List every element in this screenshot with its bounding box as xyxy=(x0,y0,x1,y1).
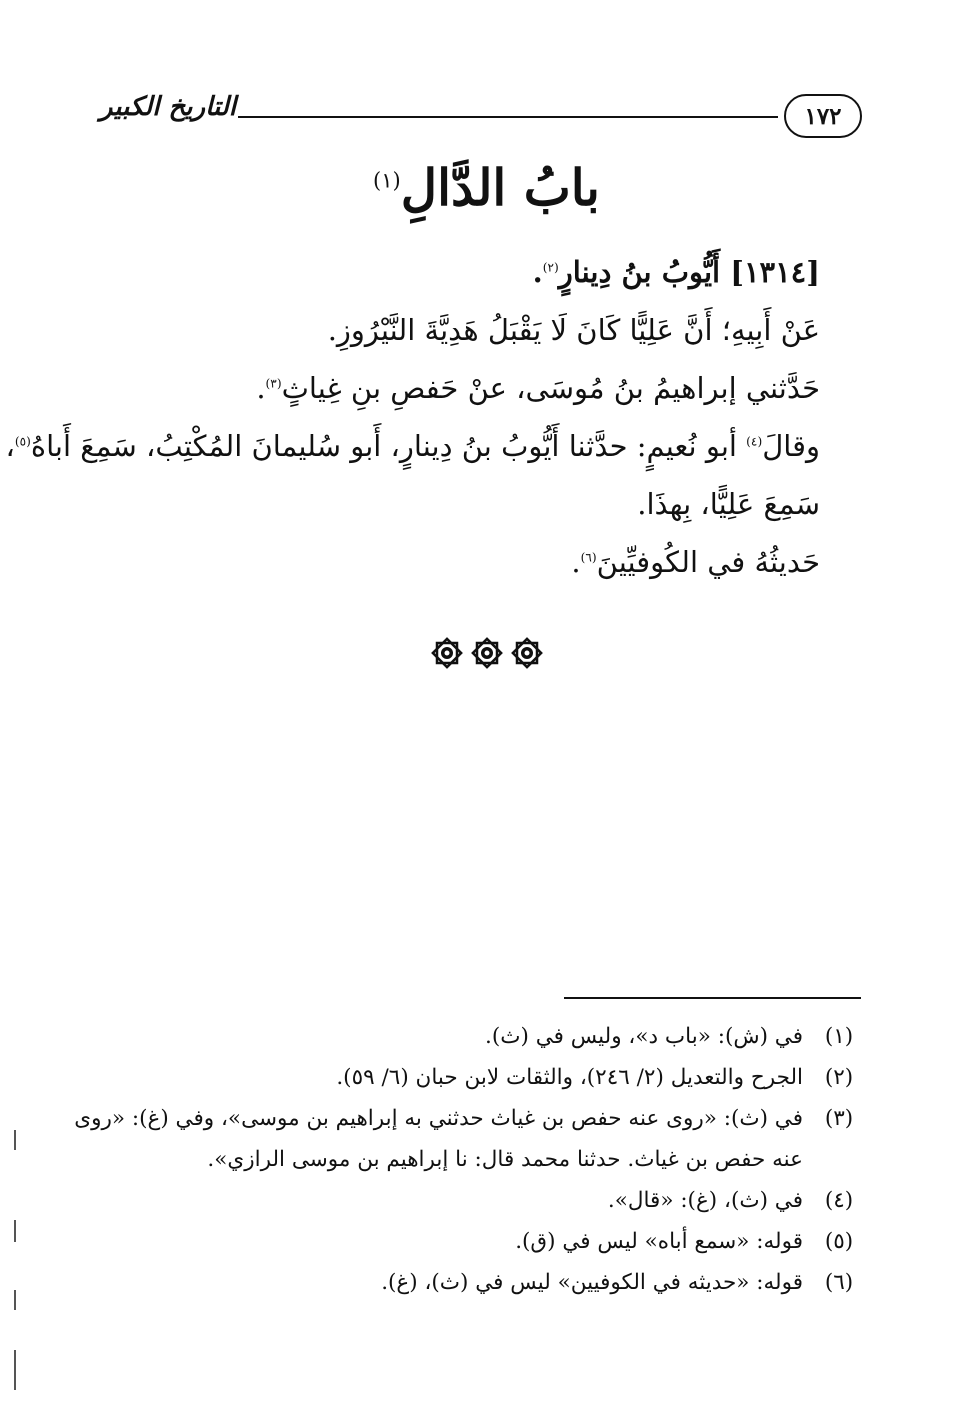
entry-name-end: . xyxy=(532,255,543,289)
footnote-number: (١) xyxy=(824,1024,854,1049)
footnote-number: (٦) xyxy=(824,1270,854,1295)
footnote xyxy=(110,1057,865,1098)
text-line-1: عَنْ أَبِيهِ؛ أَنَّ عَلِيًّا كَانَ لَا يَقْبَلُ هَدِيَّةَ النَّيْرُوزِ. xyxy=(327,313,820,347)
footnote-number: (٤) xyxy=(824,1188,854,1213)
footnote xyxy=(110,1262,865,1303)
footnote-text: في (ث): «روى عنه حفص بن غياث حدثني به إبراهيم بن موسى»، وفي (غ): «روى xyxy=(74,1106,803,1131)
header-rule xyxy=(238,116,778,118)
page-header xyxy=(99,88,862,148)
text-line-2-main: حَدَّثني إبراهيمُ بنُ مُوسَى، عنْ حَفصِ بنِ غِياثٍ xyxy=(281,371,820,405)
footnote-separator xyxy=(564,997,861,999)
entry-name-note: (٢) xyxy=(542,260,559,275)
entry-body xyxy=(5,243,820,591)
text-line-2-note: (٣) xyxy=(265,376,282,391)
footnote-text: قوله: «حديثه في الكوفيين» ليس في (ث)، (غ). xyxy=(381,1270,803,1295)
margin-mark xyxy=(14,1130,16,1150)
page-number: ١٧٢ xyxy=(784,94,862,138)
text-line-5-main: حَديثُهُ في الكُوفيِّينَ xyxy=(596,545,820,579)
running-title: التاريخ الكبير xyxy=(99,92,236,122)
chapter-title-text: بابُ الدَّالِ xyxy=(400,158,600,217)
text-line-5 xyxy=(110,533,820,591)
footnote-number: (٥) xyxy=(824,1229,854,1254)
ornament-star-icon xyxy=(430,636,464,670)
entry-heading xyxy=(110,243,820,301)
footnote-text: في (ث)، (غ): «قال». xyxy=(607,1188,803,1213)
ornament-star-icon xyxy=(510,636,544,670)
margin-mark xyxy=(14,1290,16,1310)
ornament-star-icon xyxy=(470,636,504,670)
chapter-title xyxy=(0,158,973,217)
footnote-number: (٢) xyxy=(824,1065,854,1090)
text-line-4: سَمِعَ عَلِيًّا، بِهذَا. xyxy=(637,487,820,521)
footnote xyxy=(110,1016,865,1057)
text-line-2 xyxy=(110,359,820,417)
footnote-continuation: عنه حفص بن غياث. حدثنا محمد قال: نا إبراهيم بن موسى الرازي». xyxy=(207,1147,803,1172)
text-line-5-note: (٦) xyxy=(580,550,597,565)
text-line-3-a: وقالَ xyxy=(762,429,820,463)
entry-name: أَيُّوبُ بنُ دِينارٍ xyxy=(558,255,721,289)
text-line-3-end: ، xyxy=(5,429,15,463)
footnote-text: قوله: «سمع أباه» ليس في (ق). xyxy=(515,1229,803,1254)
text-line-5-end: . xyxy=(571,545,581,579)
text-line-3-b: أبو نُعيمٍ: حدَّثنا أَيُّوبُ بنُ دِينارٍ، أَبو سُليمانَ المُكْتِبُ، سَمِعَ أَباهُ xyxy=(30,429,747,463)
footnote xyxy=(110,1180,865,1221)
text-line-3-note-a: (٤) xyxy=(746,434,763,449)
scan-margin-marks xyxy=(14,1130,18,1400)
entry-number: [١٣١٤] xyxy=(730,255,820,289)
text-line-3 xyxy=(5,417,820,475)
text-line-3-note-b: (٥) xyxy=(14,434,31,449)
text-line-2-end: . xyxy=(256,371,266,405)
footnote-text: في (ش): «باب د»، وليس في (ث). xyxy=(485,1024,803,1049)
margin-mark xyxy=(14,1220,16,1242)
footnote xyxy=(74,1098,865,1139)
footnote-number: (٣) xyxy=(824,1106,854,1131)
section-ornaments xyxy=(0,636,973,670)
chapter-title-note: (١) xyxy=(373,168,401,193)
footnotes xyxy=(74,1016,865,1303)
margin-mark xyxy=(14,1350,16,1390)
footnote xyxy=(110,1221,865,1262)
footnote-text: الجرح والتعديل (٢/ ٢٤٦)، والثقات لابن حبان (٦/ ٥٩). xyxy=(336,1065,803,1090)
